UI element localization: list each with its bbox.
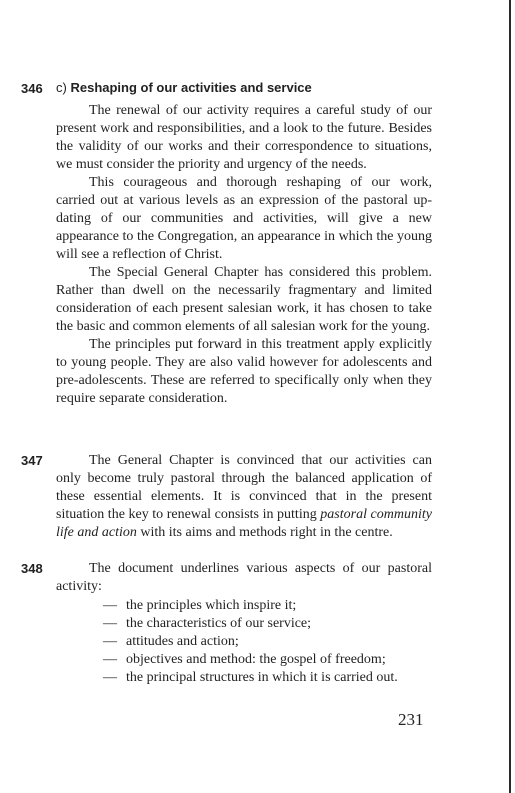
page-edge-line xyxy=(509,0,511,793)
section-348-intro xyxy=(56,560,432,596)
section-347-body xyxy=(56,452,432,542)
heading-prefix: c) xyxy=(56,80,67,95)
paragraph-reshaping: This courageous and thorough reshaping of our work, carried out at various levels as an expression of the pastoral up-dating of our communities and activities, will give a new appearance to the Congregation, an appearance in which the young will see a reflection of Christ. xyxy=(56,175,432,262)
section-346-body xyxy=(56,102,432,408)
list-item: — the characteristics of our service; xyxy=(103,615,433,633)
page-number: 231 xyxy=(398,710,424,729)
paragraph-number-348: 348 xyxy=(21,561,43,576)
paragraph-renewal: The renewal of our activity requires a careful study of our present work and responsibilities, and a look to the future. Besides the validity of our works and their correspondence to situations, we must consider the priority and urgency of the needs. xyxy=(56,103,432,172)
aspects-list xyxy=(103,597,433,687)
paragraph-number-346: 346 xyxy=(21,81,43,96)
list-item: — attitudes and action; xyxy=(103,633,433,651)
text-after-emphasis: with its aims and methods right in the centre. xyxy=(136,525,393,540)
paragraph-number-347: 347 xyxy=(21,453,43,468)
paragraph-principles: The principles put forward in this treatment apply explicitly to young people. They are also valid however for adolescents and pre-adolescents. These are referred to specifically only when they require separate consideration. xyxy=(56,337,432,406)
emphasized-phrase: pastoral community life and action xyxy=(56,507,432,540)
paragraph-special-chapter: The Special General Chapter has considered this problem. Rather than dwell on the necessarily fragmentary and limited consideration of each present salesian work, it has chosen to take the basic and common elements of all salesian work for the young. xyxy=(56,265,432,334)
list-item: — the principles which inspire it; xyxy=(103,597,433,615)
heading-title: Reshaping of our activities and service xyxy=(70,80,312,95)
text-before-emphasis: The General Chapter is convinced that our activities can only become truly pastoral through the balanced application of these essential elements. It is convinced that in the present situation the key to renewal consists in putting xyxy=(56,453,432,522)
paragraph-general-chapter xyxy=(56,452,432,542)
list-item: — objectives and method: the gospel of freedom; xyxy=(103,651,433,669)
list-item: — the principal structures in which it is carried out. xyxy=(103,669,433,687)
section-heading xyxy=(56,80,312,95)
paragraph-document-underlines: The document underlines various aspects of our pastoral activity: xyxy=(56,561,432,594)
